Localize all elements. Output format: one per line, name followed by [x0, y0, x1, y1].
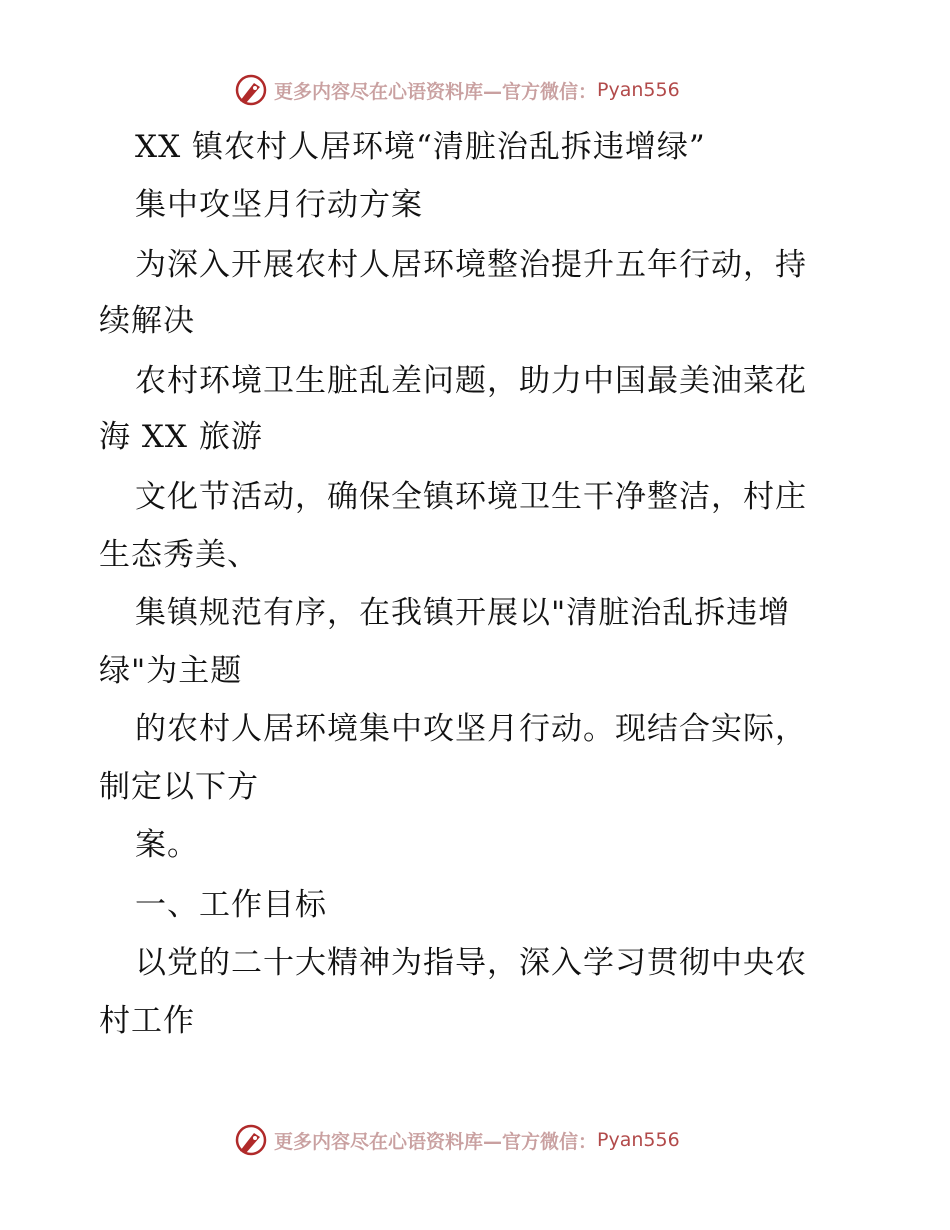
watermark-banner-top — [234, 72, 680, 108]
paragraph-line: 集镇规范有序，在我镇开展以"清脏治乱拆违增 — [135, 595, 791, 631]
watermark-contact: Pyan556 — [597, 79, 680, 101]
watermark-text: 更多内容尽在心语资料库—官方微信： — [274, 80, 598, 103]
paragraph-line: 案。 — [135, 827, 199, 863]
pen-nib-circle-icon — [234, 1123, 268, 1157]
title-line-1: XX 镇农村人居环境“清脏治乱拆违增绿” — [135, 129, 706, 165]
watermark-contact: Pyan556 — [597, 1129, 680, 1151]
paragraph-line: 文化节活动，确保全镇环境卫生干净整洁，村庄 — [135, 479, 807, 515]
paragraph-line: 以党的二十大精神为指导，深入学习贯彻中央农 — [135, 945, 807, 981]
paragraph-line: 为深入开展农村人居环境整治提升五年行动，持 — [135, 247, 807, 283]
paragraph-line: 村工作 — [99, 1003, 195, 1039]
watermark-banner-bottom — [234, 1122, 680, 1158]
paragraph-line: 农村环境卫生脏乱差问题，助力中国最美油菜花 — [135, 363, 807, 399]
paragraph-line: 生态秀美、 — [99, 537, 259, 573]
paragraph-line: 的农村人居环境集中攻坚月行动。现结合实际， — [135, 711, 807, 747]
paragraph-line: 海 XX 旅游 — [99, 419, 263, 455]
paragraph-line: 制定以下方 — [99, 769, 259, 805]
paragraph-line: 续解决 — [99, 303, 195, 339]
paragraph-line: 绿"为主题 — [99, 653, 243, 689]
watermark-text: 更多内容尽在心语资料库—官方微信： — [274, 1130, 598, 1153]
section-heading: 一、工作目标 — [135, 887, 327, 923]
title-line-2: 集中攻坚月行动方案 — [135, 187, 423, 223]
pen-nib-circle-icon — [234, 73, 268, 107]
